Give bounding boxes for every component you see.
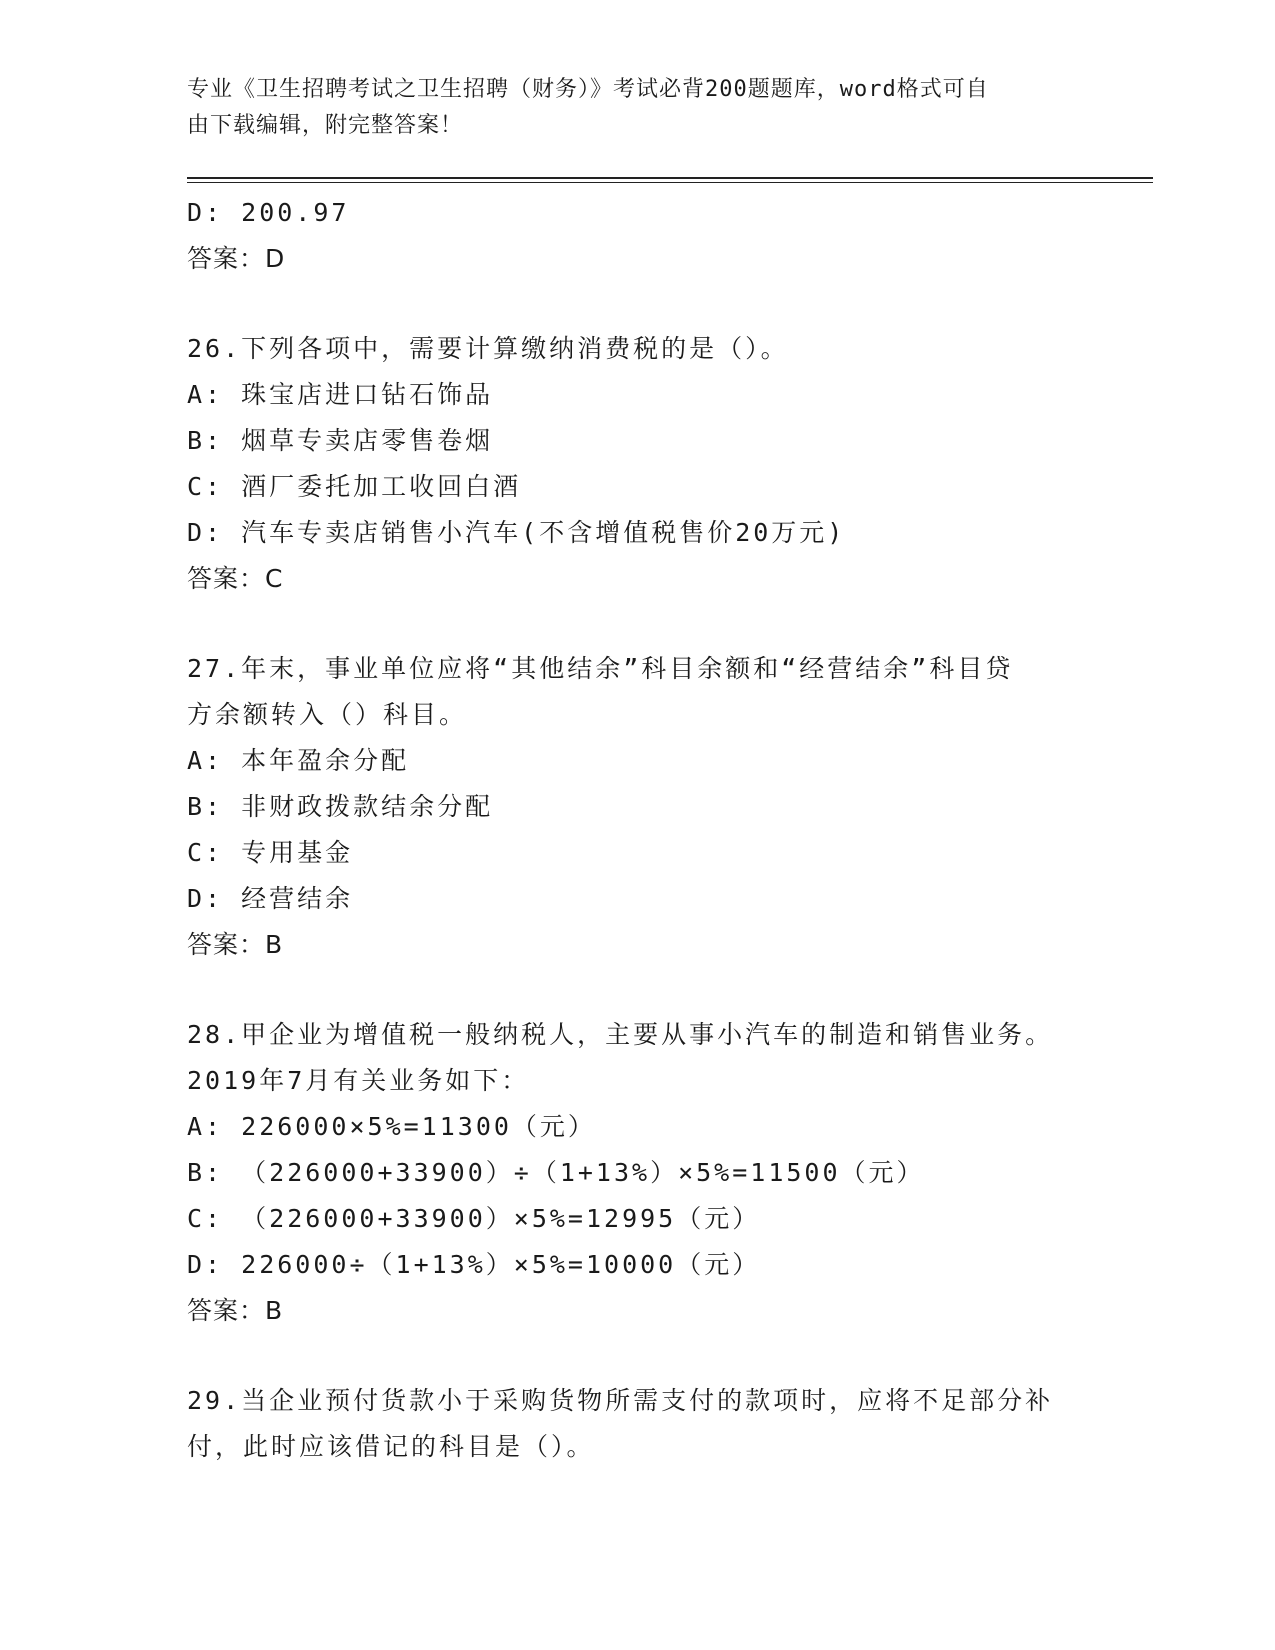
question-stem-line-1: 29.当企业预付货款小于采购货物所需支付的款项时，应将不足部分补 (187, 1386, 1054, 1415)
header-divider-thin (187, 182, 1153, 183)
spacer (187, 602, 1087, 646)
answer-line: 答案：C (187, 564, 284, 593)
document-header (187, 72, 1067, 144)
header-divider-thick (187, 177, 1153, 179)
option-b: B: 烟草专卖店零售卷烟 (187, 426, 494, 455)
spacer (187, 1334, 1087, 1378)
question-list (187, 190, 1087, 1470)
answer-line: 答案：D (187, 244, 286, 273)
option-d: D: 经营结余 (187, 884, 354, 913)
option-a: A: 226000×5%=11300（元） (187, 1112, 596, 1141)
option-d: D: 226000÷（1+13%）×5%=10000（元） (187, 1250, 761, 1279)
option-c: C: （226000+33900）×5%=12995（元） (187, 1204, 761, 1233)
option-d: D: 汽车专卖店销售小汽车(不含增值税售价20万元) (187, 518, 846, 547)
header-title-line-1: 专业《卫生招聘考试之卫生招聘（财务）》考试必背200题题库，word格式可自 (187, 77, 989, 102)
option-c: C: 酒厂委托加工收回白酒 (187, 472, 522, 501)
question-25-tail (187, 190, 1087, 282)
question-stem-line-2: 付，此时应该借记的科目是（）。 (187, 1432, 595, 1461)
question-stem: 26.下列各项中，需要计算缴纳消费税的是（）。 (187, 334, 789, 363)
question-stem-line-2: 2019年7月有关业务如下： (187, 1066, 530, 1095)
question-stem-line-1: 28.甲企业为增值税一般纳税人，主要从事小汽车的制造和销售业务。 (187, 1020, 1054, 1049)
spacer (187, 968, 1087, 1012)
option-d: D: 200.97 (187, 198, 350, 227)
question-28 (187, 1012, 1087, 1334)
question-stem-line-2: 方余额转入（）科目。 (187, 700, 468, 729)
question-stem-line-1: 27.年末，事业单位应将“其他结余”科目余额和“经营结余”科目贷 (187, 654, 1014, 683)
answer-line: 答案：B (187, 1296, 284, 1325)
header-title-line-2: 由下载编辑，附完整答案！ (187, 113, 464, 138)
option-b: B: 非财政拨款结余分配 (187, 792, 494, 821)
question-27 (187, 646, 1087, 968)
option-c: C: 专用基金 (187, 838, 354, 867)
option-a: A: 本年盈余分配 (187, 746, 410, 775)
option-a: A: 珠宝店进口钻石饰品 (187, 380, 494, 409)
spacer (187, 282, 1087, 326)
answer-line: 答案：B (187, 930, 284, 959)
question-29 (187, 1378, 1087, 1470)
question-26 (187, 326, 1087, 602)
option-b: B: （226000+33900）÷（1+13%）×5%=11500（元） (187, 1158, 925, 1187)
